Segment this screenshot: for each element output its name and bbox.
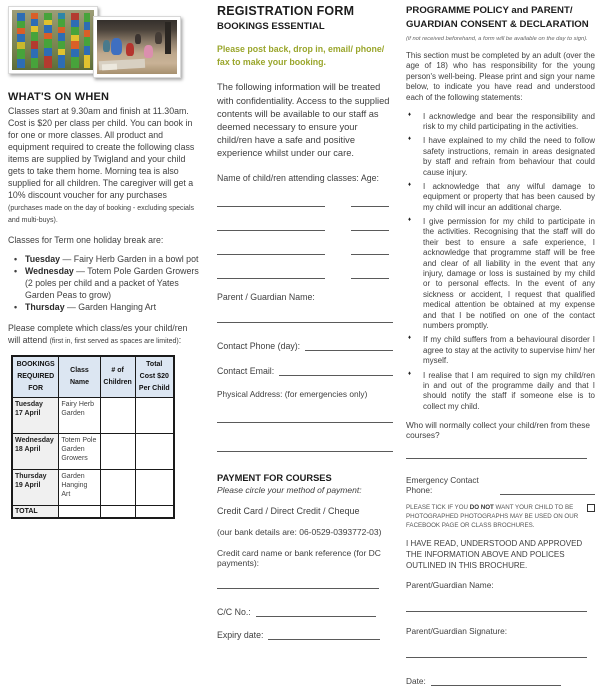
- empty-cell: [100, 505, 135, 518]
- day-cell: [12, 397, 59, 433]
- intro-fine-print: (purchases made on the day of booking - excluding specials and multi-buys).: [8, 204, 194, 224]
- class-name-cell: Fairy Herb Garden: [59, 397, 100, 433]
- name-age-header: [217, 173, 393, 183]
- class-day: Wednesday: [25, 266, 74, 277]
- collect-answer-line: [406, 451, 587, 459]
- date-line: [431, 678, 561, 686]
- parent-guardian-signature-line: [406, 650, 587, 658]
- photo-note-text: PHOTOGRAPHS MAY BE USED ON OUR FACEBOOK PAGE OR CLASS BROCHURES.: [406, 513, 579, 530]
- contact-email-label: Contact Email:: [217, 365, 275, 376]
- totem-poles-photo-art: [12, 10, 94, 70]
- class-day: Tuesday: [25, 254, 61, 265]
- intro-text: Classes start at 9.30am and finish at 11.30am. Cost is $20 per class per child. You can book in for one or more classes. All product and equipment required to create the following class items are supplied by Twigland and your child gets to take them home. Morning tea is also supplied for all children. The caregiver will get a 10% discount voucher for any purchases: [8, 106, 195, 200]
- emergency-contact-line: [500, 487, 595, 495]
- contact-phone-field: [217, 341, 393, 351]
- physical-address-line: [217, 444, 393, 452]
- physical-address-label: Physical Address: (for emergencies only): [217, 388, 368, 399]
- bank-details: (our bank details are: 06-0529-0393772-03): [217, 526, 382, 537]
- policy-intro-paragraph: This section must be completed by an adult (over the age of 18) who has responsibility for the young person's well-being. Please print and sign your name below, to indicate you have read and understood each of the following statements:: [406, 50, 595, 102]
- expiry-date-line: [268, 632, 380, 640]
- day-date: 17 April: [15, 409, 41, 417]
- parent-guardian-name-line: [406, 604, 587, 612]
- class-description: — Totem Pole Garden Growers (2 poles per child and a packet of Yates Garden Peas to grow): [25, 266, 199, 301]
- child-age-line: [351, 247, 389, 255]
- header-num-children: # of Children: [100, 356, 135, 397]
- classroom-photo-art: [97, 20, 177, 74]
- whats-on-when-heading: WHAT'S ON WHEN: [8, 91, 110, 103]
- policy-statement: ♦ I acknowledge that any wilful damage to equipment or property that has been caused by my child will incur an additional charge.: [406, 182, 595, 213]
- policy-statement: ♦ I have explained to my child the need to follow safety instructions, remain in areas designated by staff and refrain from behaviour that could cause injury.: [406, 136, 595, 178]
- confidentiality-paragraph: The following information will be treated with confidentiality. Access to the supplied contents will be available to our staff as deemed necessary to ensure your child/ren have a safe and positive experience whilst under our care.: [217, 82, 390, 159]
- child-entry-row: [217, 271, 393, 279]
- collect-question: Who will normally collect your child/ren from these courses?: [406, 420, 590, 441]
- registration-form-panel: [217, 4, 393, 640]
- whats-on-when-paragraph: [8, 106, 200, 226]
- num-children-cell: [100, 397, 135, 433]
- table-row: [12, 397, 174, 433]
- day-cell: [12, 469, 59, 505]
- date-label: Date:: [406, 676, 426, 686]
- photo-art-pole: [58, 13, 65, 68]
- complete-fine-print: (first in, first served as spaces are limited): [49, 338, 179, 346]
- physical-address-line: [217, 415, 393, 423]
- photo-note-text: PLEASE TICK IF YOU: [406, 504, 470, 512]
- cc-number-label: C/C No.:: [217, 606, 251, 617]
- child-age-line: [351, 223, 389, 231]
- child-age-line: [351, 271, 389, 279]
- contact-email-field: [217, 366, 393, 376]
- day-date: 19 April: [15, 481, 41, 489]
- photo-art-pole: [31, 13, 38, 68]
- photo-art-pole: [44, 13, 52, 68]
- photo-art-pole: [84, 13, 90, 68]
- policy-statement: ♦ I acknowledge and bear the responsibility and risk to my child participating in the activities.: [406, 112, 595, 133]
- date-field: [406, 676, 595, 686]
- photo-art-person: [155, 32, 162, 44]
- class-list-item-tuesday: [14, 254, 200, 266]
- programme-policy-title: PROGRAMME POLICY and PARENT/ GUARDIAN CONSENT & DECLARATION: [406, 5, 589, 30]
- contact-phone-line: [305, 343, 393, 351]
- class-description: — Garden Hanging Art: [64, 302, 157, 313]
- classroom-photo: [93, 16, 181, 78]
- class-list-item-wednesday: [14, 266, 200, 302]
- cc-reference-label: Credit card name or bank reference (for DC payments):: [217, 547, 381, 568]
- photo-note-text: WANT YOUR CHILD TO BE PHOTOGRAPHED: [406, 504, 574, 521]
- photo-permission-note: [406, 504, 595, 531]
- child-name-label: Name of child/ren attending classes:: [217, 172, 359, 183]
- day-name: Tuesday: [15, 400, 43, 408]
- complete-text: Please complete which class/es your child/ren will attend: [8, 323, 188, 346]
- photo-art-person: [126, 43, 134, 56]
- age-label: Age:: [360, 172, 379, 183]
- day-cell: [12, 433, 59, 469]
- photo-art-person: [111, 38, 122, 55]
- parent-guardian-name-label: Parent / Guardian Name:: [217, 291, 315, 302]
- bookings-table-header-row: [12, 356, 174, 397]
- child-entry-row: [217, 247, 393, 255]
- policy-statement: ♦ I give permission for my child to participate in the activities. Recognising that the staff will do their best to ensure a safe experience, I acknowledge that programme staff will be free and clear of all liability in the event that any injury, damage or loss is sustained by my child or to personal effects. In the event of any sickness or accident, I request that qualified medical attention be obtained at my expense and that I be notified on one of the contact numbers promptly.: [406, 217, 595, 331]
- classes-intro: Classes for Term one holiday break are:: [8, 234, 164, 245]
- emergency-contact-label: Emergency Contact Phone:: [406, 475, 479, 496]
- day-date: 18 April: [15, 445, 41, 453]
- parent-guardian-name-label: Parent/Guardian Name:: [406, 580, 494, 591]
- payment-for-courses-heading: PAYMENT FOR COURSES: [217, 472, 332, 483]
- class-description: — Fairy Herb Garden in a bowl pot: [60, 254, 199, 265]
- child-entry-row: [217, 199, 393, 207]
- emergency-contact-field: [406, 475, 595, 495]
- header-class-name: Class Name: [59, 356, 100, 397]
- class-name-cell: Garden Hanging Art: [59, 469, 100, 505]
- policy-statement: ♦ I realise that I am required to sign my child/ren in and out of the programme daily and that I should notify the staff if someone else is to collect my child.: [406, 371, 595, 413]
- empty-cell: [59, 505, 100, 518]
- num-children-cell: [100, 433, 135, 469]
- parent-guardian-name-line: [217, 315, 393, 323]
- child-name-line: [217, 223, 325, 231]
- child-entry-row: [217, 223, 393, 231]
- payment-method-note: Please circle your method of payment:: [217, 484, 362, 495]
- photo-art-pole: [71, 13, 79, 68]
- child-name-line: [217, 271, 325, 279]
- complete-instruction: [8, 323, 200, 347]
- total-cost-cell: [135, 433, 174, 469]
- photo-art-person: [103, 40, 110, 52]
- child-name-line: [217, 199, 325, 207]
- cc-number-line: [256, 609, 376, 617]
- class-list: [14, 254, 200, 314]
- photo-opt-out-checkbox: [587, 504, 595, 512]
- photo-strip: [8, 4, 200, 84]
- do-not-emphasis: DO NOT: [469, 504, 494, 512]
- declaration-statement: I HAVE READ, UNDERSTOOD AND APPROVED THE INFORMATION ABOVE AND POLICES OUTLINED IN THIS BROCHURE.: [406, 539, 583, 570]
- contact-email-line: [279, 368, 393, 376]
- day-name: Thursday: [15, 472, 47, 480]
- cc-number-field: [217, 607, 393, 617]
- complete-colon: :: [178, 335, 182, 346]
- expiry-date-field: [217, 630, 393, 640]
- expiry-date-label: Expiry date:: [217, 629, 264, 640]
- child-name-line: [217, 247, 325, 255]
- totem-poles-photo: [8, 6, 98, 74]
- total-cost-cell: [135, 397, 174, 433]
- payment-options: Credit Card / Direct Credit / Cheque: [217, 505, 360, 516]
- bookings-essential-subtitle: BOOKINGS ESSENTIAL: [217, 21, 325, 32]
- cc-reference-line: [217, 581, 379, 589]
- booking-instructions-note: Please post back, drop in, email/ phone/ fax to make your booking.: [217, 44, 385, 68]
- table-row: [12, 469, 174, 505]
- day-name: Wednesday: [15, 436, 54, 444]
- policy-fine-print: (if not received beforehand, a form will be available on the day to sign).: [406, 35, 588, 42]
- total-label-cell: TOTAL: [12, 505, 59, 518]
- parent-guardian-signature-label: Parent/Guardian Signature:: [406, 626, 508, 637]
- header-bookings-required: BOOKINGS REQUIRED FOR: [12, 356, 59, 397]
- photo-art-person: [144, 45, 153, 58]
- class-list-item-thursday: [14, 302, 200, 314]
- table-total-row: [12, 505, 174, 518]
- num-children-cell: [100, 469, 135, 505]
- registration-form-title: REGISTRATION FORM: [217, 4, 355, 18]
- photo-art-person: [135, 34, 141, 44]
- empty-cell: [135, 505, 174, 518]
- class-name-cell: Totem Pole Garden Growers: [59, 433, 100, 469]
- policy-statement-list: [406, 112, 595, 413]
- policy-statement: ♦ If my child suffers from a behavioural disorder I agree to stay at the activity to supervise him/ her myself.: [406, 335, 595, 366]
- policy-panel: [406, 4, 595, 686]
- photo-art-pole: [17, 13, 25, 68]
- table-row: [12, 433, 174, 469]
- photo-art-shape: [165, 22, 171, 54]
- left-panel: [8, 4, 200, 519]
- contact-phone-label: Contact Phone (day):: [217, 340, 301, 351]
- header-total-cost: Total Cost $20 Per Child: [135, 356, 174, 397]
- total-cost-cell: [135, 469, 174, 505]
- child-age-line: [351, 199, 389, 207]
- bookings-table: [11, 355, 175, 519]
- class-day: Thursday: [25, 302, 65, 313]
- photo-art-paper: [102, 64, 117, 71]
